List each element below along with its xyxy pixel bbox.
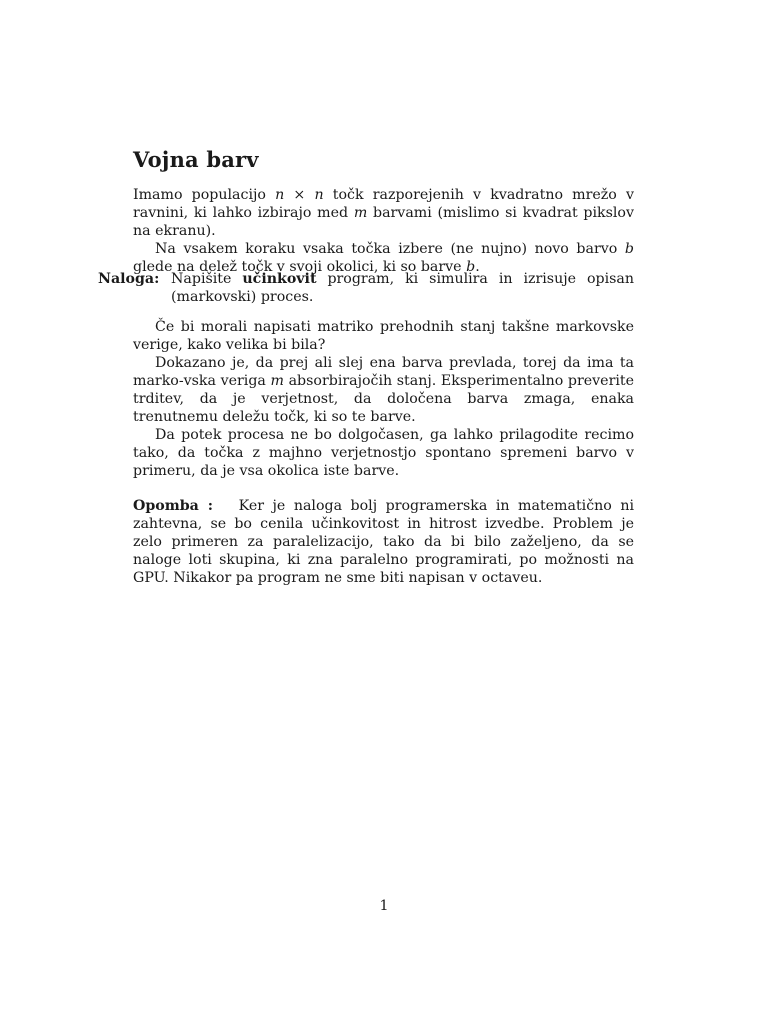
math-m: m [270,373,284,389]
body-paragraph-3: Da potek procesa ne bo dolgočasen, ga lahko prilagodite recimo tako, da točka z majhno verjetnostjo spontano spremeni barvo v primeru, da je vsa okolica iste barve. [133,427,634,479]
task-text-part: Napišite [171,271,243,287]
intro-paragraph-1 [133,186,634,240]
task-text [171,270,634,306]
intro-text: . [475,259,480,275]
math-times: × [284,187,315,203]
body-paragraph-1: Če bi morali napisati matriko prehodnih stanj takšne markovske verige, kako velika bi bila? [133,319,634,353]
math-m: m [353,205,368,221]
note-section [133,497,634,587]
math-n: n [314,187,324,203]
document-title: Vojna barv [133,147,259,172]
intro-text: Imamo populacijo [133,187,276,203]
intro-text: barvami (mislimo si kvadrat pikslov na ekranu). [133,205,634,239]
note-text: Ker je naloga bolj programerska in matematično ni zahtevna, se bo cenila učinkovitost in hitrost izvedbe. Problem je zelo primeren za paralelizacijo, tako da bi bilo zaželjeno, da se naloge loti skupina, ki zna paralelno programirati, po možnosti na GPU. Nikakor pa program ne sme biti napisan v octaveu. [133,498,635,586]
body-paragraph-2 [133,354,634,426]
intro-text: točk razporejenih v kvadratno mrežo v ravnini, ki lahko izbirajo med [133,187,634,221]
task-emphasis: učinkovit [242,271,317,287]
intro-text: glede na delež točk v svoji okolici, ki so barve [133,259,467,275]
task-text-part: program, ki simulira in izrisuje opisan (markovski) proces. [171,271,634,305]
math-b: b [624,241,634,257]
task-label: Naloga: [98,271,160,287]
intro-section [133,186,634,276]
math-n: n [275,187,285,203]
math-b: b [466,259,476,275]
body-text: absorbirajočih stanj. Eksperimentalno preverite trditev, da je verjetnost, da določena barva zmaga, enaka trenutnemu deležu točk, ki so te barve. [133,373,634,425]
body-section [133,318,634,480]
intro-text: Na vsakem koraku vsaka točka izbere (ne nujno) novo barvo [155,241,625,257]
page-number: 1 [379,898,389,914]
note-label: Opomba : [133,498,214,514]
note-paragraph [133,497,634,587]
body-text: Dokazano je, da prej ali slej ena barva prevlada, torej da ima ta marko-vska veriga [133,355,634,389]
